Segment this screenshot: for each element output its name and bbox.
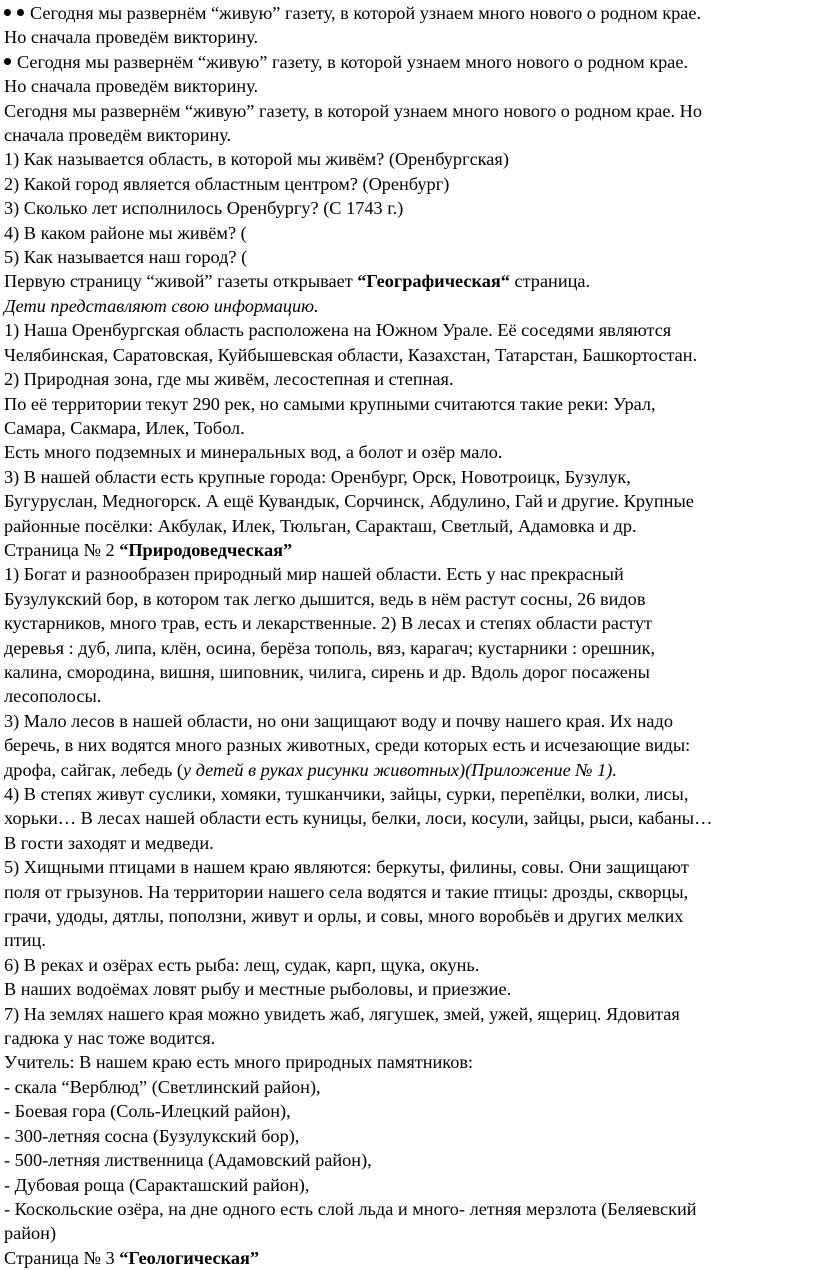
text-run: дрофа, сайгак, лебедь ( — [4, 759, 184, 780]
text-line — [4, 147, 812, 171]
text-run: калина, смородина, вишня, шиповник, чилига, сирень и др. Вдоль дорог посажены — [4, 661, 650, 682]
text-line — [4, 514, 812, 538]
text-line — [4, 1026, 812, 1050]
text-line — [4, 1124, 812, 1148]
text-line — [4, 855, 812, 879]
text-run: Самара, Сакмара, Илек, Тобол. — [4, 417, 245, 438]
bullet-icon — [4, 9, 11, 16]
text-run: птиц. — [4, 930, 46, 951]
text-line — [4, 611, 812, 635]
text-line — [4, 318, 812, 342]
text-run: Сегодня мы развернём “живую” газету, в которой узнаем много нового о родном крае. Но — [4, 100, 703, 121]
text-line — [4, 99, 812, 123]
text-line — [4, 1099, 812, 1123]
text-line — [4, 733, 812, 757]
text-line — [4, 245, 812, 269]
text-line — [4, 269, 812, 293]
text-run: Челябинская, Саратовская, Куйбышевская области, Казахстан, Татарстан, Башкортостан. — [4, 344, 698, 365]
text-line — [4, 392, 812, 416]
text-line — [4, 1075, 812, 1099]
text-run: Первую страницу “живой” газеты открывает — [4, 271, 358, 292]
text-run: По её территории текут 290 рек, но самыми крупными считаются такие реки: Урал, — [4, 393, 656, 414]
text-line — [4, 1221, 812, 1245]
text-run: 2) Природная зона, где мы живём, лесостепная и степная. — [4, 369, 454, 390]
text-line — [4, 782, 812, 806]
text-run: 4) В каком районе мы живём? ( — [4, 222, 247, 243]
text-run: Страница № 2 — [4, 539, 120, 560]
italic-text: Дети представляют свою информацию. — [4, 295, 319, 316]
text-line — [4, 367, 812, 391]
text-run: деревья : дуб, липа, клён, осина, берёза тополь, вяз, карагач; кустарники : орешник, — [4, 637, 656, 658]
text-line — [4, 74, 812, 98]
text-run: поля от грызунов. На территории нашего села водятся и такие птицы: дрозды, скворцы, — [4, 881, 689, 902]
text-line — [4, 221, 812, 245]
text-run: Сегодня мы развернём “живую” газету, в которой узнаем много нового о родном крае. — [17, 51, 689, 72]
text-run: - Коскольские озёра, на дне одного есть слой льда и много- летняя мерзлота (Беляевский — [4, 1198, 697, 1219]
text-line — [4, 294, 812, 318]
text-line — [4, 587, 812, 611]
text-line — [4, 1050, 812, 1074]
text-line — [4, 1197, 812, 1221]
bullet-icon — [17, 9, 24, 16]
text-run: 7) На землях нашего края можно увидеть жаб, лягушек, змей, ужей, ящериц. Ядовитая — [4, 1003, 680, 1024]
text-run: 5) Хищными птицами в нашем краю являются: беркуты, филины, совы. Они защищают — [4, 857, 689, 878]
text-line — [4, 636, 812, 660]
bold-text: “Природоведческая” — [119, 539, 293, 560]
text-line — [4, 709, 812, 733]
text-line — [4, 684, 812, 708]
text-run: - 300-летняя сосна (Бузулукский бор), — [4, 1125, 300, 1146]
text-run: страница. — [509, 271, 591, 292]
text-run: Страница № 3 — [4, 1247, 120, 1268]
text-line — [4, 1, 812, 25]
text-run: районные посёлки: Акбулак, Илек, Тюльган, Саракташ, Светлый, Адамовка и др. — [4, 515, 637, 536]
text-run: Бугуруслан, Медногорск. А ещё Кувандык, Сорчинск, Абдулино, Гай и другие. Крупные — [4, 491, 694, 512]
text-run: грачи, удоды, дятлы, поползни, живут и орлы, и совы, много воробьёв и других мелких — [4, 906, 684, 927]
text-run: беречь, в них водятся много разных животных, среди которых есть и исчезающие виды: — [4, 735, 691, 756]
bold-text: “Геологическая” — [119, 1247, 260, 1268]
bold-text: “Географическая“ — [357, 271, 510, 292]
text-run: 3) В нашей области есть крупные города: Оренбург, Орск, Новотроицк, Бузулук, — [4, 466, 631, 487]
text-run: - 500-летняя лиственница (Адамовский район), — [4, 1150, 372, 1171]
text-run: гадюка у нас тоже водится. — [4, 1028, 216, 1049]
text-run: 1) Богат и разнообразен природный мир нашей области. Есть у нас прекрасный — [4, 564, 624, 585]
text-run: 1) Как называется область, в которой мы живём? (Оренбургская) — [4, 149, 509, 170]
text-run: Но сначала проведём викторину. — [4, 76, 259, 97]
text-run: 5) Как называется наш город? ( — [4, 247, 248, 268]
text-line — [4, 465, 812, 489]
bullet-icon — [4, 58, 11, 65]
text-line — [4, 928, 812, 952]
text-line — [4, 416, 812, 440]
text-run: В гости заходят и медведи. — [4, 832, 214, 853]
text-run: - скала “Верблюд” (Светлинский район), — [4, 1076, 321, 1097]
text-line — [4, 343, 812, 367]
text-run: сначала проведём викторину. — [4, 125, 232, 146]
text-line — [4, 660, 812, 684]
text-run: Но сначала проведём викторину. — [4, 27, 259, 48]
text-run: Сегодня мы развернём “живую” газету, в которой узнаем много нового о родном крае. — [30, 3, 702, 23]
text-run: район) — [4, 1223, 57, 1244]
text-line — [4, 1002, 812, 1026]
text-line — [4, 25, 812, 49]
text-run: Бузулукский бор, в котором так легко дышится, ведь в нём растут сосны, 26 видов — [4, 588, 646, 609]
text-run: - Боевая гора (Соль-Илецкий район), — [4, 1101, 291, 1122]
text-run: Учитель: В нашем краю есть много природных памятников: — [4, 1052, 474, 1073]
text-run: В наших водоёмах ловят рыбу и местные рыболовы, и приезжие. — [4, 979, 512, 1000]
text-run: - Дубовая роща (Саракташский район), — [4, 1174, 310, 1195]
italic-text: у детей в руках рисунки животных)(Приложение № 1). — [183, 759, 617, 780]
text-line — [4, 1148, 812, 1172]
text-run: 2) Какой город является областным центром? (Оренбург) — [4, 173, 450, 194]
text-run: 6) В реках и озёрах есть рыба: лещ, судак, карп, щука, окунь. — [4, 954, 480, 975]
text-line — [4, 977, 812, 1001]
text-line — [4, 489, 812, 513]
text-run: кустарников, много трав, есть и лекарственные. 2) В лесах и степях области растут — [4, 613, 652, 634]
text-line — [4, 806, 812, 830]
text-line — [4, 50, 812, 74]
text-run: 3) Сколько лет исполнилось Оренбургу? (С 1743 г.) — [4, 198, 404, 219]
text-line — [4, 123, 812, 147]
text-line — [4, 758, 812, 782]
text-run: 3) Мало лесов в нашей области, но они защищают воду и почву нашего края. Их надо — [4, 710, 673, 731]
text-line — [4, 1246, 812, 1270]
text-line — [4, 904, 812, 928]
text-line — [4, 1173, 812, 1197]
text-run: Есть много подземных и минеральных вод, а болот и озёр мало. — [4, 442, 503, 463]
text-line — [4, 172, 812, 196]
text-run: 1) Наша Оренбургская область расположена на Южном Урале. Её соседями являются — [4, 320, 672, 341]
text-line — [4, 196, 812, 220]
text-run: 4) В степях живут суслики, хомяки, тушканчики, зайцы, сурки, перепёлки, волки, лисы, — [4, 784, 689, 804]
text-line — [4, 440, 812, 464]
text-run: хорьки… В лесах нашей области есть куницы, белки, лоси, косули, зайцы, рыси, кабаны… — [4, 808, 713, 829]
text-line — [4, 831, 812, 855]
text-line — [4, 538, 812, 562]
text-line — [4, 880, 812, 904]
text-run: лесополосы. — [4, 686, 102, 707]
text-line — [4, 953, 812, 977]
text-line — [4, 562, 812, 586]
